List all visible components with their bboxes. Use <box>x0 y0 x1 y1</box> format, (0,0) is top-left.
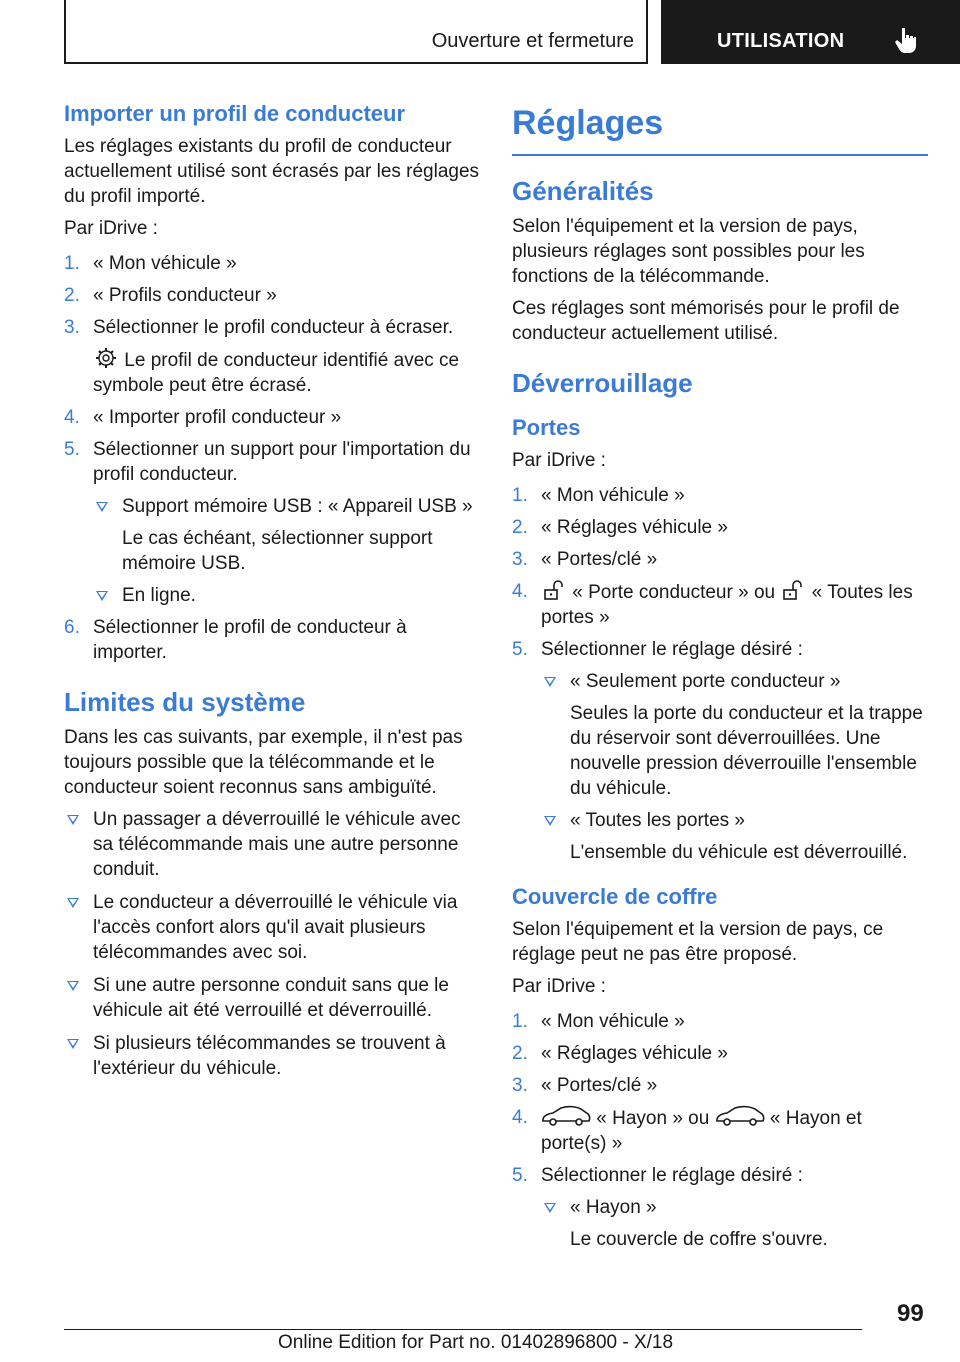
sub-item-text: « Seulement porte conducteur » <box>570 671 841 692</box>
doors-heading: Portes <box>512 415 581 440</box>
step-text: « Portes/clé » <box>541 549 658 570</box>
sub-item <box>93 494 480 576</box>
list-item <box>64 973 480 1023</box>
step-text: « Réglages véhicule » <box>541 1043 728 1064</box>
list-item <box>64 1031 480 1081</box>
bullet-text: Le conducteur a déverrouillé le véhicule via l'accès confort alors qu'il avait plusieurs télécommandes avec soi. <box>93 892 458 963</box>
step-note <box>93 347 480 398</box>
trunk-heading: Couvercle de coffre <box>512 884 718 909</box>
step-text: Sélectionner un support pour l'importation du profil conducteur. <box>93 439 471 485</box>
bullet-text: Si une autre personne conduit sans que le véhicule ait été verrouillé et déverrouillé. <box>93 975 449 1021</box>
general-paragraph-1: Selon l'équipement et la version de pays, plusieurs réglages sont possibles pour les fonctions de la télécommande. <box>512 216 865 287</box>
list-item <box>64 890 480 965</box>
step-text: Sélectionner le réglage désiré : <box>541 1165 803 1186</box>
triangle-bullet-icon <box>544 677 556 687</box>
sub-item-detail: Le couvercle de coffre s'ouvre. <box>570 1229 828 1250</box>
footer-edition: Online Edition for Part no. 01402896800 - X/18 <box>278 1332 674 1353</box>
sub-item-text: « Hayon » <box>570 1197 657 1218</box>
triangle-bullet-icon <box>67 981 79 991</box>
step-number: 1. <box>512 485 528 506</box>
triangle-bullet-icon <box>544 1203 556 1213</box>
triangle-bullet-icon <box>544 816 556 826</box>
trunk-via: Par iDrive : <box>512 976 606 997</box>
list-item <box>512 1105 928 1156</box>
step-number: 5. <box>512 639 528 660</box>
bullet-text: Si plusieurs télécommandes se trouvent à l'extérieur du véhicule. <box>93 1033 446 1079</box>
unlock-driver-door-icon <box>541 579 567 601</box>
title-divider <box>512 154 928 156</box>
car-tailgate-icon <box>541 1105 591 1127</box>
import-via: Par iDrive : <box>64 218 158 239</box>
list-item <box>512 483 928 508</box>
step-number: 1. <box>512 1011 528 1032</box>
sub-item-detail: L'ensemble du véhicule est déverrouillé. <box>570 842 908 863</box>
unlock-all-doors-icon <box>780 579 806 601</box>
sub-item <box>541 808 928 865</box>
chapter-title: UTILISATION <box>717 30 845 52</box>
doors-via: Par iDrive : <box>512 450 606 471</box>
list-item <box>64 615 480 665</box>
step-number: 2. <box>64 285 80 306</box>
step-number: 5. <box>512 1165 528 1186</box>
list-item <box>64 405 480 430</box>
triangle-bullet-icon <box>96 502 108 512</box>
sub-item <box>541 669 928 801</box>
car-tailgate-doors-icon <box>715 1105 765 1127</box>
triangle-bullet-icon <box>67 898 79 908</box>
step-text: « Toutes les portes » <box>541 582 913 628</box>
step-number: 4. <box>512 1107 528 1128</box>
triangle-bullet-icon <box>67 1039 79 1049</box>
step-text: « Hayon » ou <box>596 1108 710 1129</box>
step-text: Sélectionner le réglage désiré : <box>541 639 803 660</box>
step-text: « Mon véhicule » <box>93 253 237 274</box>
step-number: 1. <box>64 253 80 274</box>
list-item <box>512 1041 928 1066</box>
step-note-text: Le profil de conducteur identifié avec ce symbole peut être écrasé. <box>93 350 460 396</box>
general-heading: Généralités <box>512 176 654 206</box>
list-item <box>512 1009 928 1034</box>
step-number: 2. <box>512 517 528 538</box>
triangle-bullet-icon <box>96 591 108 601</box>
sub-item <box>541 1195 928 1252</box>
page-title: Réglages <box>512 104 664 142</box>
bullet-text: Un passager a déverrouillé le véhicule avec sa télécommande mais une autre personne conduit. <box>93 809 461 880</box>
left-column <box>64 100 480 1089</box>
step-text: « Importer profil conducteur » <box>93 407 342 428</box>
list-item <box>64 251 480 276</box>
pointing-hand-icon <box>893 26 917 54</box>
step-text: « Mon véhicule » <box>541 485 685 506</box>
gear-icon <box>93 347 119 369</box>
list-item <box>512 637 928 865</box>
sub-item-text: Support mémoire USB : « Appareil USB » <box>122 496 473 517</box>
general-paragraph-2: Ces réglages sont mémorisés pour le profil de conducteur actuellement utilisé. <box>512 298 900 344</box>
import-steps <box>64 251 480 665</box>
sub-item-detail: Le cas échéant, sélectionner support mémoire USB. <box>122 528 433 574</box>
page-number: 99 <box>897 1300 924 1327</box>
header-chapter-box <box>661 0 960 64</box>
header-section-box <box>64 0 648 64</box>
step-number: 3. <box>512 549 528 570</box>
limits-intro: Dans les cas suivants, par exemple, il n'est pas toujours possible que la télécommande et le conducteur soient reconnus sans ambiguïté. <box>64 727 463 798</box>
doors-steps <box>512 483 928 865</box>
section-title: Ouverture et fermeture <box>431 30 634 52</box>
step-number: 5. <box>64 439 80 460</box>
step-text: Sélectionner le profil conducteur à écraser. <box>93 317 454 338</box>
list-item <box>512 579 928 630</box>
sub-item-detail: Seules la porte du conducteur et la trappe du réservoir sont déverrouillées. Une nouvelle pression déverrouille l'ensemble du véhicule. <box>570 703 923 799</box>
step-number: 4. <box>64 407 80 428</box>
step-text: « Portes/clé » <box>541 1075 658 1096</box>
step-number: 3. <box>512 1075 528 1096</box>
list-item <box>512 515 928 540</box>
list-item <box>512 547 928 572</box>
trunk-steps <box>512 1009 928 1252</box>
triangle-bullet-icon <box>67 815 79 825</box>
step-number: 2. <box>512 1043 528 1064</box>
step-text: « Porte conducteur » ou <box>572 582 776 603</box>
list-item <box>512 1163 928 1252</box>
step-text: « Profils conducteur » <box>93 285 277 306</box>
import-intro: Les réglages existants du profil de conducteur actuellement utilisé sont écrasés par les réglages du profil importé. <box>64 136 480 207</box>
step-number: 6. <box>64 617 80 638</box>
import-heading: Importer un profil de conducteur <box>64 101 406 126</box>
step-text: « Mon véhicule » <box>541 1011 685 1032</box>
list-item <box>512 1073 928 1098</box>
step-number: 3. <box>64 317 80 338</box>
unlock-heading: Déverrouillage <box>512 368 693 398</box>
step-text: Sélectionner le profil de conducteur à importer. <box>93 617 407 663</box>
step-text: « Réglages véhicule » <box>541 517 728 538</box>
list-item <box>64 315 480 398</box>
trunk-intro: Selon l'équipement et la version de pays, ce réglage peut ne pas être proposé. <box>512 919 884 965</box>
list-item <box>64 283 480 308</box>
step-number: 4. <box>512 581 528 602</box>
list-item <box>64 437 480 608</box>
step-text: « Hayon et porte(s) » <box>541 1108 862 1154</box>
list-item <box>64 807 480 882</box>
sub-item <box>93 583 480 608</box>
limits-heading: Limites du système <box>64 687 306 717</box>
right-column <box>512 100 928 1259</box>
sub-item-text: « Toutes les portes » <box>570 810 745 831</box>
footer-divider <box>64 1329 862 1330</box>
sub-item-text: En ligne. <box>122 585 196 606</box>
